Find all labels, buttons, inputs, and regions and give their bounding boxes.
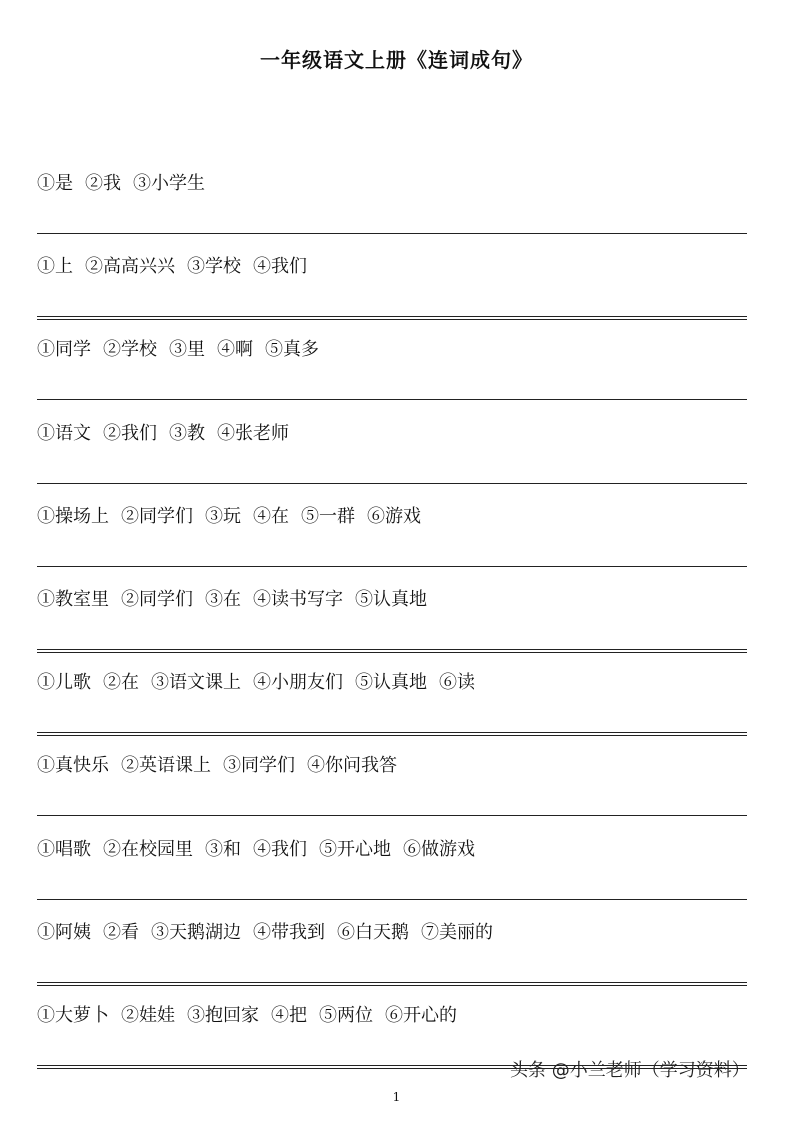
word-chip: ④带我到 <box>253 922 325 943</box>
exercise-words <box>37 339 331 361</box>
exercise-words <box>37 755 409 777</box>
word-chip: ④我们 <box>253 839 307 860</box>
exercise-words <box>37 506 433 528</box>
word-chip: ③玩 <box>205 506 241 527</box>
word-chip: ③在 <box>205 589 241 610</box>
word-chip: ②在 <box>103 672 139 693</box>
word-chip: ⑤真多 <box>265 339 319 360</box>
page-number: 1 <box>392 1090 401 1104</box>
word-chip: ①同学 <box>37 339 91 360</box>
word-chip: ④啊 <box>217 339 253 360</box>
word-chip: ①教室里 <box>37 589 109 610</box>
word-chip: ②高高兴兴 <box>85 256 175 277</box>
word-chip: ②同学们 <box>121 506 193 527</box>
exercise-words <box>37 672 487 694</box>
word-chip: ③抱回家 <box>187 1005 259 1026</box>
watermark: 头条 @小兰老师（学习资料） <box>510 1060 750 1081</box>
word-chip: ①是 <box>37 173 73 194</box>
word-chip: ④我们 <box>253 256 307 277</box>
word-chip: ①大萝卜 <box>37 1005 109 1026</box>
word-chip: ④张老师 <box>217 423 289 444</box>
word-chip: ⑤认真地 <box>355 672 427 693</box>
word-chip: ③天鹅湖边 <box>151 922 241 943</box>
answer-line <box>37 233 747 234</box>
word-chip: ③里 <box>169 339 205 360</box>
document-title: 一年级语文上册《连词成句》 <box>260 48 533 72</box>
answer-line <box>37 483 747 484</box>
word-chip: ③学校 <box>187 256 241 277</box>
word-chip: ①上 <box>37 256 73 277</box>
word-chip: ⑤认真地 <box>355 589 427 610</box>
exercise-words <box>37 839 487 861</box>
word-chip: ④读书写字 <box>253 589 343 610</box>
exercise-words <box>37 423 301 445</box>
exercise-words <box>37 256 319 278</box>
exercise-words <box>37 589 439 611</box>
word-chip: ⑤两位 <box>319 1005 373 1026</box>
answer-line <box>37 566 747 567</box>
exercise-words <box>37 173 217 195</box>
word-chip: ④在 <box>253 506 289 527</box>
answer-line <box>37 399 747 400</box>
word-chip: ③和 <box>205 839 241 860</box>
word-chip: ⑥读 <box>439 672 475 693</box>
answer-line <box>37 815 747 816</box>
exercise-words <box>37 1005 469 1027</box>
word-chip: ③语文课上 <box>151 672 241 693</box>
word-chip: ③小学生 <box>133 173 205 194</box>
word-chip: ①真快乐 <box>37 755 109 776</box>
word-chip: ②我们 <box>103 423 157 444</box>
word-chip: ①阿姨 <box>37 922 91 943</box>
word-chip: ②英语课上 <box>121 755 211 776</box>
word-chip: ③同学们 <box>223 755 295 776</box>
word-chip: ③教 <box>169 423 205 444</box>
word-chip: ④你问我答 <box>307 755 397 776</box>
answer-line <box>37 316 747 320</box>
word-chip: ⑥游戏 <box>367 506 421 527</box>
answer-line <box>37 649 747 653</box>
answer-line <box>37 732 747 736</box>
word-chip: ⑤开心地 <box>319 839 391 860</box>
answer-line <box>37 982 747 986</box>
word-chip: ②同学们 <box>121 589 193 610</box>
word-chip: ⑦美丽的 <box>421 922 493 943</box>
word-chip: ⑥白天鹅 <box>337 922 409 943</box>
word-chip: ④把 <box>271 1005 307 1026</box>
word-chip: ①儿歌 <box>37 672 91 693</box>
word-chip: ②看 <box>103 922 139 943</box>
word-chip: ①语文 <box>37 423 91 444</box>
word-chip: ⑥开心的 <box>385 1005 457 1026</box>
answer-line <box>37 899 747 900</box>
word-chip: ②我 <box>85 173 121 194</box>
word-chip: ①操场上 <box>37 506 109 527</box>
exercise-words <box>37 922 505 944</box>
word-chip: ②学校 <box>103 339 157 360</box>
word-chip: ②娃娃 <box>121 1005 175 1026</box>
word-chip: ⑥做游戏 <box>403 839 475 860</box>
word-chip: ②在校园里 <box>103 839 193 860</box>
word-chip: ⑤一群 <box>301 506 355 527</box>
word-chip: ④小朋友们 <box>253 672 343 693</box>
word-chip: ①唱歌 <box>37 839 91 860</box>
